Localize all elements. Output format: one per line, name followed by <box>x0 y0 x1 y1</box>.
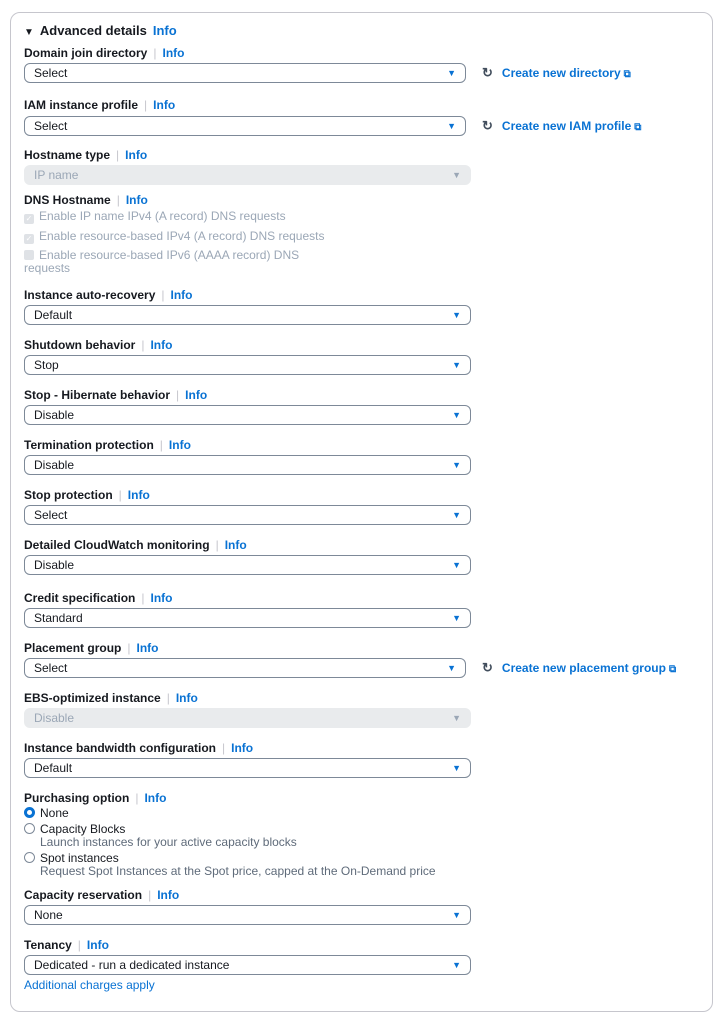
detailed-cloudwatch-monitoring-info-link[interactable]: Info <box>224 538 247 552</box>
dns-hostname-info-link[interactable]: Info <box>125 193 148 207</box>
tenancy-label-text: Tenancy <box>24 938 72 952</box>
purchasing-option-description: Request Spot Instances at the Spot price, capped at the On-Demand price <box>40 864 436 878</box>
caret-down-icon: ▼ <box>452 310 461 320</box>
refresh-icon[interactable]: ↻ <box>482 65 493 80</box>
hostname-type-label <box>24 148 147 162</box>
radio-selected-icon[interactable] <box>24 807 35 818</box>
dns-checkbox-label: Enable IP name IPv4 (A record) DNS requests <box>39 209 286 223</box>
separator: | <box>127 641 131 655</box>
iam-instance-profile-label <box>24 98 175 112</box>
capacity-reservation-select-value: None <box>34 908 63 922</box>
dns-checkbox-label: Enable resource-based IPv6 (AAAA record) DNS requests <box>24 248 300 275</box>
credit-specification-select-value: Standard <box>34 611 83 625</box>
caret-down-icon[interactable]: ▼ <box>24 27 34 38</box>
iam-instance-profile-create-link[interactable]: Create new IAM profile <box>501 119 632 133</box>
purchasing-option-info-link[interactable]: Info <box>144 791 167 805</box>
caret-down-icon: ▼ <box>447 68 456 78</box>
iam-instance-profile-create-link-group <box>482 118 641 134</box>
purchasing-option-capacity-blocks[interactable] <box>24 823 297 849</box>
domain-join-directory-create-link[interactable]: Create new directory <box>501 66 621 80</box>
caret-down-icon: ▼ <box>452 170 461 180</box>
checkbox-unchecked-icon <box>24 250 34 260</box>
instance-auto-recovery-label <box>24 288 193 302</box>
iam-instance-profile-info-link[interactable]: Info <box>153 98 176 112</box>
capacity-reservation-select[interactable] <box>24 905 471 925</box>
iam-instance-profile-label-text: IAM instance profile <box>24 98 139 112</box>
separator: | <box>159 438 163 452</box>
shutdown-behavior-label-text: Shutdown behavior <box>24 338 136 352</box>
separator: | <box>148 888 152 902</box>
separator: | <box>153 46 157 60</box>
instance-bandwidth-configuration-info-link[interactable]: Info <box>231 741 254 755</box>
domain-join-directory-select[interactable] <box>24 63 466 83</box>
stop-protection-label <box>24 488 150 502</box>
separator: | <box>176 388 180 402</box>
dns-checkbox <box>24 229 324 244</box>
placement-group-label-text: Placement group <box>24 641 122 655</box>
stop-hibernate-behavior-select-value: Disable <box>34 408 75 422</box>
domain-join-directory-label <box>24 46 184 60</box>
shutdown-behavior-select[interactable] <box>24 355 471 375</box>
instance-auto-recovery-info-link[interactable]: Info <box>170 288 193 302</box>
ebs-optimized-instance-select <box>24 708 471 728</box>
ebs-optimized-instance-label <box>24 691 198 705</box>
advanced-details-header[interactable] <box>24 23 177 38</box>
separator: | <box>161 288 165 302</box>
purchasing-option-spot-instances[interactable] <box>24 852 436 878</box>
detailed-cloudwatch-monitoring-select-value: Disable <box>34 558 75 572</box>
placement-group-select[interactable] <box>24 658 466 678</box>
termination-protection-select[interactable] <box>24 455 471 475</box>
domain-join-directory-create-link-group <box>482 65 631 81</box>
external-link-icon: ⧉ <box>623 69 631 80</box>
external-link-icon: ⧉ <box>634 122 642 133</box>
termination-protection-label <box>24 438 191 452</box>
separator: | <box>116 193 120 207</box>
dns-hostname-label <box>24 193 148 207</box>
instance-auto-recovery-label-text: Instance auto-recovery <box>24 288 156 302</box>
checkbox-checked-icon: ✓ <box>25 234 33 243</box>
capacity-reservation-label-text: Capacity reservation <box>24 888 143 902</box>
instance-bandwidth-configuration-label-text: Instance bandwidth configuration <box>24 741 216 755</box>
instance-auto-recovery-select[interactable] <box>24 305 471 325</box>
domain-join-directory-info-link[interactable]: Info <box>162 46 185 60</box>
termination-protection-select-value: Disable <box>34 458 75 472</box>
instance-bandwidth-configuration-select-value: Default <box>34 761 73 775</box>
detailed-cloudwatch-monitoring-label <box>24 538 247 552</box>
detailed-cloudwatch-monitoring-label-text: Detailed CloudWatch monitoring <box>24 538 210 552</box>
termination-protection-info-link[interactable]: Info <box>168 438 191 452</box>
purchasing-option-label-text: Purchasing option <box>24 791 130 805</box>
external-link-icon: ⧉ <box>668 664 677 675</box>
caret-down-icon: ▼ <box>447 663 456 673</box>
ebs-optimized-instance-select-value: Disable <box>34 711 75 725</box>
separator: | <box>77 938 81 952</box>
tenancy-select-value: Dedicated - run a dedicated instance <box>34 958 230 972</box>
stop-hibernate-behavior-info-link[interactable]: Info <box>185 388 208 402</box>
iam-instance-profile-select[interactable] <box>24 116 466 136</box>
credit-specification-label <box>24 591 172 605</box>
placement-group-select-value: Select <box>34 661 68 675</box>
refresh-icon[interactable]: ↻ <box>482 660 493 675</box>
instance-auto-recovery-select-value: Default <box>34 308 73 322</box>
caret-down-icon: ▼ <box>452 410 461 420</box>
purchasing-option-label: Spot instances <box>40 851 119 865</box>
domain-join-directory-label-text: Domain join directory <box>24 46 148 60</box>
purchasing-option-none[interactable] <box>24 807 69 820</box>
separator: | <box>135 791 139 805</box>
caret-down-icon: ▼ <box>452 613 461 623</box>
separator: | <box>141 591 145 605</box>
placement-group-create-link[interactable]: Create new placement group <box>501 661 666 675</box>
caret-down-icon: ▼ <box>447 121 456 131</box>
radio-unselected-icon[interactable] <box>24 852 35 863</box>
shutdown-behavior-info-link[interactable]: Info <box>150 338 173 352</box>
section-title: Advanced details <box>39 23 147 38</box>
termination-protection-label-text: Termination protection <box>24 438 154 452</box>
dns-checkbox-label: Enable resource-based IPv4 (A record) DNS requests <box>39 229 325 243</box>
radio-unselected-icon[interactable] <box>24 823 35 834</box>
stop-protection-label-text: Stop protection <box>24 488 113 502</box>
tenancy-label <box>24 938 109 952</box>
purchasing-option-description: Launch instances for your active capacity blocks <box>40 835 297 849</box>
purchasing-option-label: Capacity Blocks <box>40 822 126 836</box>
additional-charges-link[interactable]: Additional charges apply <box>24 978 155 992</box>
caret-down-icon: ▼ <box>452 460 461 470</box>
ebs-optimized-instance-info-link[interactable]: Info <box>175 691 198 705</box>
placement-group-label <box>24 641 158 655</box>
placement-group-info-link[interactable]: Info <box>136 641 159 655</box>
dns-checkbox <box>24 209 286 224</box>
caret-down-icon: ▼ <box>452 510 461 520</box>
stop-protection-select-value: Select <box>34 508 68 522</box>
separator: | <box>118 488 122 502</box>
tenancy-select[interactable] <box>24 955 471 975</box>
checkbox-checked-icon: ✓ <box>25 214 33 223</box>
domain-join-directory-select-value: Select <box>34 66 68 80</box>
stop-hibernate-behavior-label-text: Stop - Hibernate behavior <box>24 388 171 402</box>
caret-down-icon: ▼ <box>452 763 461 773</box>
stop-hibernate-behavior-label <box>24 388 207 402</box>
tenancy-info-link[interactable]: Info <box>86 938 109 952</box>
dns-checkbox <box>24 249 314 275</box>
capacity-reservation-label <box>24 888 179 902</box>
caret-down-icon: ▼ <box>452 960 461 970</box>
caret-down-icon: ▼ <box>452 560 461 570</box>
caret-down-icon: ▼ <box>452 360 461 370</box>
separator: | <box>116 148 120 162</box>
instance-bandwidth-configuration-label <box>24 741 253 755</box>
stop-hibernate-behavior-select[interactable] <box>24 405 471 425</box>
separator: | <box>141 338 145 352</box>
iam-instance-profile-select-value: Select <box>34 119 68 133</box>
instance-bandwidth-configuration-select[interactable] <box>24 758 471 778</box>
credit-specification-info-link[interactable]: Info <box>150 591 173 605</box>
stop-protection-select[interactable] <box>24 505 471 525</box>
credit-specification-label-text: Credit specification <box>24 591 136 605</box>
purchasing-option-label <box>24 791 166 805</box>
detailed-cloudwatch-monitoring-select[interactable] <box>24 555 471 575</box>
ebs-optimized-instance-label-text: EBS-optimized instance <box>24 691 161 705</box>
placement-group-create-link-group <box>482 660 676 676</box>
info-link[interactable]: Info <box>152 23 177 38</box>
caret-down-icon: ▼ <box>452 713 461 723</box>
hostname-type-select <box>24 165 471 185</box>
shutdown-behavior-label <box>24 338 172 352</box>
hostname-type-info-link[interactable]: Info <box>125 148 148 162</box>
separator: | <box>166 691 170 705</box>
shutdown-behavior-select-value: Stop <box>34 358 59 372</box>
credit-specification-select[interactable] <box>24 608 471 628</box>
separator: | <box>215 538 219 552</box>
separator: | <box>144 98 148 112</box>
hostname-type-select-value: IP name <box>34 168 79 182</box>
stop-protection-info-link[interactable]: Info <box>127 488 150 502</box>
separator: | <box>222 741 226 755</box>
caret-down-icon: ▼ <box>452 910 461 920</box>
capacity-reservation-info-link[interactable]: Info <box>157 888 180 902</box>
dns-hostname-label-text: DNS Hostname <box>24 193 111 207</box>
refresh-icon[interactable]: ↻ <box>482 118 493 133</box>
purchasing-option-label: None <box>40 806 69 820</box>
hostname-type-label-text: Hostname type <box>24 148 111 162</box>
